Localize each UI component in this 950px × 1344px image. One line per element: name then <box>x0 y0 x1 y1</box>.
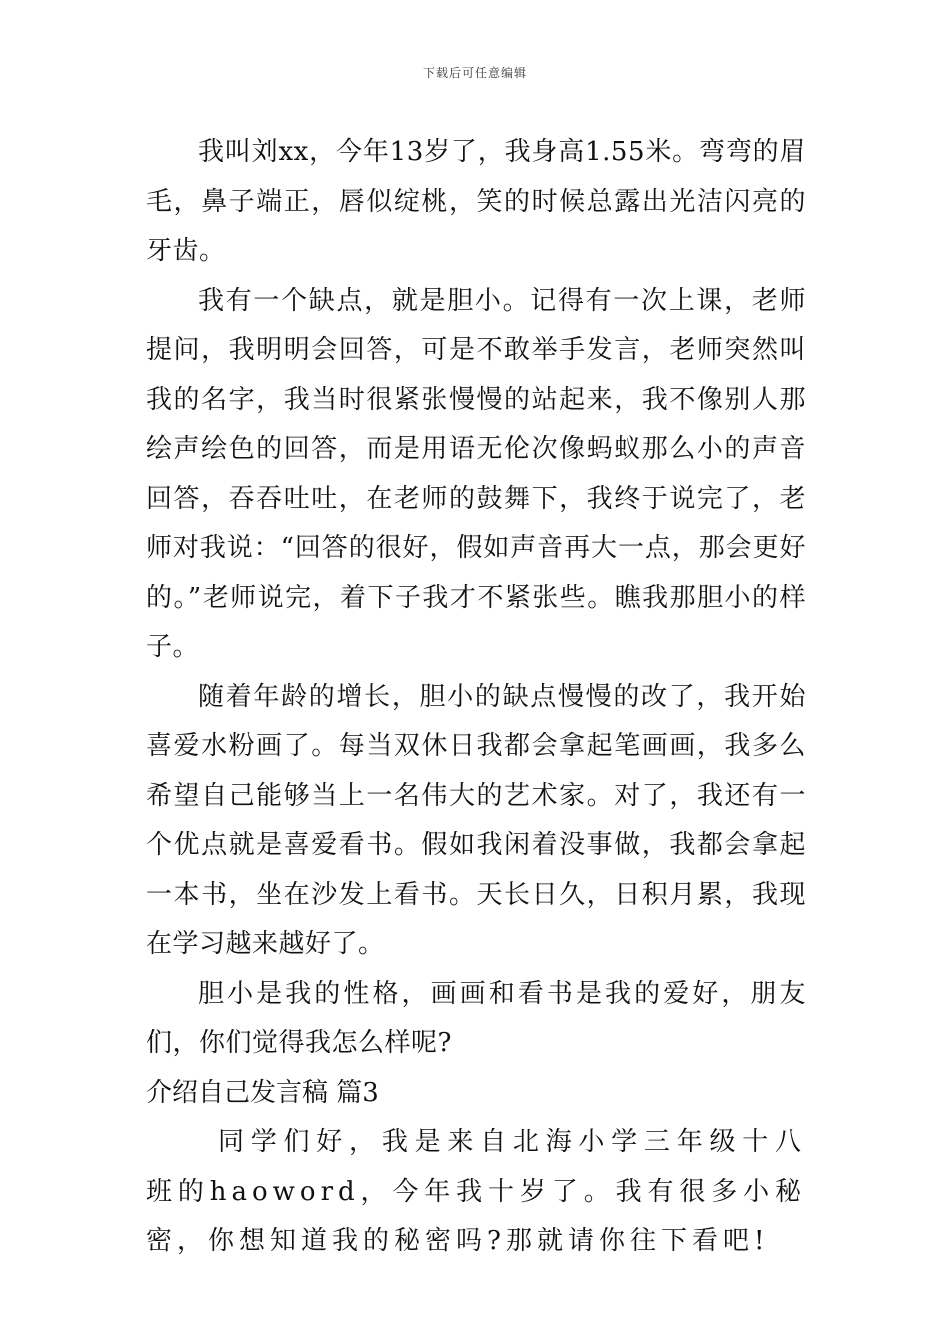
document-body <box>146 128 806 1267</box>
paragraph-introduction: 同学们好，我是来自北海小学三年级十八班的haoword，今年我十岁了。我有很多小秘密，你想知道我的秘密吗?那就请你往下看吧! <box>146 1127 806 1256</box>
paragraph-conclusion: 胆小是我的性格，画画和看书是我的爱好，朋友们，你们觉得我怎么样呢? <box>146 978 806 1058</box>
paragraph-shyness: 我有一个缺点，就是胆小。记得有一次上课，老师提问，我明明会回答，可是不敢举手发言，老师突然叫我的名字，我当时很紧张慢慢的站起来，我不像别人那绘声绘色的回答，而是用语无伦次像蚂蚁那么小的声音回答，吞吞吐吐，在老师的鼓舞下，我终于说完了，老师对我说：“回答的很好，假如声音再大一点，那会更好的。”老师说完，着下子我才不紧张些。瞧我那胆小的样子。 <box>146 285 806 662</box>
header-note: 下载后可任意编辑 <box>422 66 527 80</box>
section-title: 介绍自己发言稿 篇3 <box>146 1077 379 1108</box>
paragraph-hobbies: 随着年龄的增长，胆小的缺点慢慢的改了，我开始喜爱水粉画了。每当双休日我都会拿起笔画画，我多么希望自己能够当上一名伟大的艺术家。对了，我还有一个优点就是喜爱看书。假如我闲着没事做，我都会拿起一本书，坐在沙发上看书。天长日久，日积月累，我现在学习越来越好了。 <box>146 681 806 959</box>
paragraph-appearance: 我叫刘xx，今年13岁了，我身高1.55米。弯弯的眉毛，鼻子端正，唇似绽桃，笑的时候总露出光洁闪亮的牙齿。 <box>146 137 806 266</box>
